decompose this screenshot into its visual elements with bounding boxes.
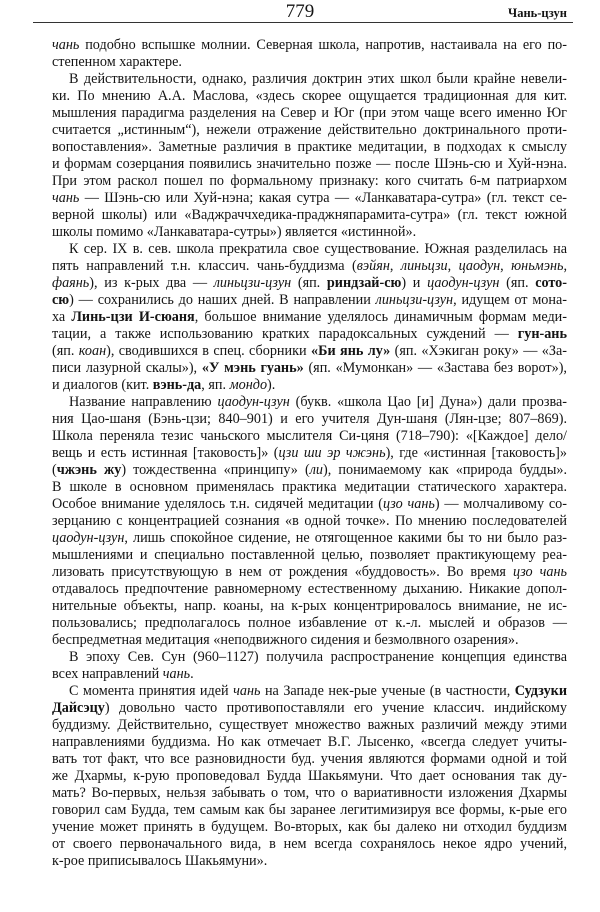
italic-term: мондо <box>229 377 268 393</box>
italic-term: фаянь <box>52 275 90 291</box>
text-line <box>52 836 567 853</box>
text-run: , <box>500 258 512 274</box>
italic-term: цзи ши эр чжэнь <box>278 445 386 461</box>
text-line <box>52 411 567 428</box>
text-run: , яп. <box>201 377 230 393</box>
text-line <box>52 88 567 105</box>
text-run: (яп. <box>52 343 79 359</box>
text-run: верной школы) или «Ваджраччхедика-праджняпарамита-сутра» (гл. текст южной <box>52 207 567 223</box>
text-run: ки. По мнению А.А. Маслова, «здесь скорее ощущается традиционная для кит. <box>52 88 567 104</box>
text-line <box>52 241 567 258</box>
text-line <box>52 292 567 309</box>
text-line <box>52 496 567 513</box>
text-line <box>52 462 567 479</box>
text-run: В действительности, однако, различия доктрин этих школ были крайне невели- <box>69 71 567 87</box>
text-run: ( <box>52 462 57 478</box>
text-run: вопоставления». Заметные различия в практике медитации, в подходах к смыслу <box>52 139 567 155</box>
text-line <box>52 802 567 819</box>
text-run: буддизму. Действительно, существует множество важных различий между этими <box>52 717 567 733</box>
italic-term: линьцзи-цзун <box>213 275 292 291</box>
text-run: беспредметная медитация «неподвижного сидения и безмолвного озарения». <box>52 632 519 648</box>
text-run: ) и <box>401 275 428 291</box>
text-line <box>52 513 567 530</box>
text-run: степенном характере. <box>52 54 182 70</box>
bold-term: сото- <box>535 275 567 291</box>
text-line <box>52 734 567 751</box>
text-line <box>52 649 567 666</box>
text-line <box>52 394 567 411</box>
italic-term: цзо чань <box>382 496 435 512</box>
text-run: , лишь спокойное сидение, не отягощенное какими бы то ни было раз- <box>124 530 567 546</box>
text-line <box>52 122 567 139</box>
page-number: 779 <box>285 1 315 22</box>
text-line <box>52 258 567 275</box>
text-line <box>52 190 567 207</box>
text-run: Особое внимание уделялось т.н. сидячей медитации ( <box>52 496 383 512</box>
text-run: ) — молчаливому со- <box>434 496 567 512</box>
italic-term: цаодун-цзун <box>217 394 290 410</box>
text-run: В эпоху Сев. Сун (960–1127) получила распространение концепция единства <box>69 649 567 665</box>
bold-term: чжэнь жу <box>56 462 122 478</box>
text-run: ). <box>267 377 276 393</box>
text-run: — Шэнь-сю или Хуй-нэна; какая сутра — «Ланкаватара-сутра» (гл. текст се- <box>79 190 567 206</box>
text-line <box>52 428 567 445</box>
text-run: тации, а также использованию кратких парадоксальных суждений — <box>52 326 518 342</box>
text-line <box>52 700 567 717</box>
text-run: ) тождественна «принципу» ( <box>121 462 310 478</box>
text-line <box>52 37 567 54</box>
text-run: , <box>563 258 568 274</box>
paragraph <box>52 683 567 870</box>
text-line <box>52 598 567 615</box>
italic-term: чань <box>52 37 80 53</box>
text-run: , <box>447 258 459 274</box>
italic-term: цаодун-цзун <box>52 530 125 546</box>
italic-term: линьцзи <box>400 258 448 274</box>
text-run: , идущем от мона- <box>453 292 568 308</box>
text-run: , <box>389 258 401 274</box>
text-line <box>52 71 567 88</box>
text-line <box>52 564 567 581</box>
text-run: (яп. <box>291 275 327 291</box>
bold-term: гун-ань <box>517 326 567 342</box>
text-run: ), где «истинная [таковость]» <box>385 445 567 461</box>
text-run: мышлениями и специально поставленной целью, позволяет практикующему реа- <box>52 547 567 563</box>
text-run: говорил сам Будда, тем самым как бы заранее легитимизируя все формы, к-рые его <box>52 802 567 818</box>
bold-term: сю <box>52 292 70 308</box>
text-line <box>52 360 567 377</box>
text-run: и диалогов (кит. <box>52 377 153 393</box>
text-run: ), сводившихся в спец. сборники <box>106 343 311 359</box>
text-line <box>52 751 567 768</box>
text-run: вать тот факт, что все разновидности буд. учения являются формами одной и той <box>52 751 567 767</box>
text-run: школы помимо «Ланкаватара-сутры») является «истинной». <box>52 224 417 240</box>
text-line <box>52 54 567 71</box>
text-line <box>52 785 567 802</box>
text-line <box>52 632 567 649</box>
bold-term: вэнь-да <box>152 377 202 393</box>
text-line <box>52 377 567 394</box>
text-run: направлениями буддизма. Но как отмечает В.Г. Лысенко, «всегда следует учиты- <box>52 734 567 750</box>
text-line <box>52 717 567 734</box>
italic-term: цаодун-цзун <box>427 275 500 291</box>
text-line <box>52 326 567 343</box>
text-line <box>52 853 567 870</box>
text-line <box>52 156 567 173</box>
text-run: мать? Во-первых, нельзя забывать о том, что о вариативности изложения Дхармы <box>52 785 567 801</box>
text-run: ха <box>52 309 72 325</box>
italic-term: юньмэнь <box>511 258 564 274</box>
text-line <box>52 445 567 462</box>
bold-term: риндзай-сю <box>326 275 402 291</box>
text-run: ), понимаемому как «природа будды». <box>323 462 567 478</box>
text-line <box>52 615 567 632</box>
text-run: (яп. «Хэкиган року» — «За- <box>390 343 567 359</box>
text-run: и формам созерцания появились значительно позже — после Шэнь-сю и Хуй-нэна. <box>52 156 567 172</box>
text-line <box>52 105 567 122</box>
text-run: от своего первоначального вида, в нем всегда сохранялось некое ядро учений, <box>52 836 567 852</box>
paragraph <box>52 649 567 683</box>
text-run: Название направлению <box>69 394 218 410</box>
text-run: К сер. IX в. сев. школа прекратила свое существование. Южная разделилась на <box>69 241 567 257</box>
italic-term: чань <box>52 190 80 206</box>
header-rule <box>33 22 573 23</box>
text-line <box>52 683 567 700</box>
text-run: ), из к-рых два — <box>89 275 214 291</box>
text-line <box>52 207 567 224</box>
text-run: всех направлений <box>52 666 163 682</box>
bold-term: «Би янь лу» <box>310 343 391 359</box>
paragraph <box>52 394 567 649</box>
text-line <box>52 581 567 598</box>
text-run: ния Цао-шаня (Бэнь-цзи; 840–901) и его учителя Дун-шаня (Лян-цзе; 807–869). <box>52 411 567 427</box>
text-line <box>52 343 567 360</box>
bold-term: Дайсэцу <box>52 700 105 716</box>
text-run: нительные объекты, напр. коаны, на к-рых концентрировалось внимание, не ис- <box>52 598 567 614</box>
text-run: к-рое приписывалось Шакьямуни». <box>52 853 268 869</box>
bold-term: «У мэнь гуань» <box>201 360 304 376</box>
text-run: ) — сохранились до наших дней. В направлении <box>69 292 376 308</box>
paragraph <box>52 241 567 394</box>
text-line <box>52 530 567 547</box>
text-run: Школа переняла тезис чаньского мыслителя Си-цяня (718–790): «[Каждое] дело/ <box>52 428 567 444</box>
bold-term: Судзуки <box>514 683 568 699</box>
italic-term: цзо чань <box>512 564 567 580</box>
text-run: (букв. «школа Цао [и] Дуна») дали прозва- <box>289 394 568 410</box>
text-run: вещь и есть истинная [таковость]» ( <box>52 445 279 461</box>
text-line <box>52 139 567 156</box>
text-line <box>52 309 567 326</box>
paragraph <box>52 37 567 71</box>
italic-term: ли <box>309 462 324 478</box>
text-line <box>52 479 567 496</box>
text-run: зерцанию с концентрацией сознания «в одной точке». По мнению последователей <box>52 513 567 529</box>
text-run: же Дхармы, к-рую проповедовал Будда Шакьямуни. Что дает основания так ду- <box>52 768 567 784</box>
text-run: лизовать присутствующую в нем от рождения «буддовость». Во время <box>52 564 513 580</box>
italic-term: вэйян <box>356 258 390 274</box>
text-run: подобно вспышке молнии. Северная школа, напротив, настаивала на его по- <box>79 37 567 53</box>
text-run: пользовались; предполагалось полное избавление от к.-л. мыслей и образов — <box>52 615 567 631</box>
text-run: , большое внимание уделялось динамичным формам меди- <box>194 309 567 325</box>
text-run: ) довольно часто противопоставляли его учение классич. индийскому <box>104 700 567 716</box>
text-run: (яп. «Мумонкан» — «Застава без ворот»), <box>303 360 567 376</box>
italic-term: чань <box>233 683 261 699</box>
text-run: отдавалось предпочтение равномерному естественному дыханию. Никакие допол- <box>52 581 567 597</box>
text-run: . <box>190 666 194 682</box>
text-line <box>52 275 567 292</box>
text-line <box>52 819 567 836</box>
text-run: В школе в основном применялась практика медитации статического характера. <box>52 479 567 495</box>
text-line <box>52 768 567 785</box>
running-head: Чань-цзун <box>508 6 567 20</box>
text-run: писи лазурной скалы»), <box>52 360 202 376</box>
paragraph <box>52 71 567 241</box>
text-run: считается „истинным“), нежели отражение действительно доктринального проти- <box>52 122 567 138</box>
text-run: (яп. <box>499 275 536 291</box>
text-run: При этом раскол пошел по формальному признаку: кого считать 6-м патриархом <box>52 173 567 189</box>
text-run: мышления парадигма разделения на Север и Юг (при этом чаще всего именно Юг <box>52 105 567 121</box>
text-run: учение может принять в будущем. Во-вторых, как бы далеко ни отходил буддизм <box>52 819 567 835</box>
text-line <box>52 547 567 564</box>
italic-term: цаодун <box>458 258 501 274</box>
text-line <box>52 173 567 190</box>
text-run: на Западе нек-рые ученые (в частности, <box>260 683 515 699</box>
text-line <box>52 224 567 241</box>
text-run: С момента принятия идей <box>69 683 234 699</box>
bold-term: Линь-цзи И-сюаня <box>71 309 195 325</box>
body-text <box>52 37 567 870</box>
italic-term: линьцзи-цзун <box>375 292 454 308</box>
text-line <box>52 666 567 683</box>
text-run: пять направлений т.н. классич. чань-буддизма ( <box>52 258 357 274</box>
italic-term: коан <box>78 343 107 359</box>
italic-term: чань <box>162 666 191 682</box>
